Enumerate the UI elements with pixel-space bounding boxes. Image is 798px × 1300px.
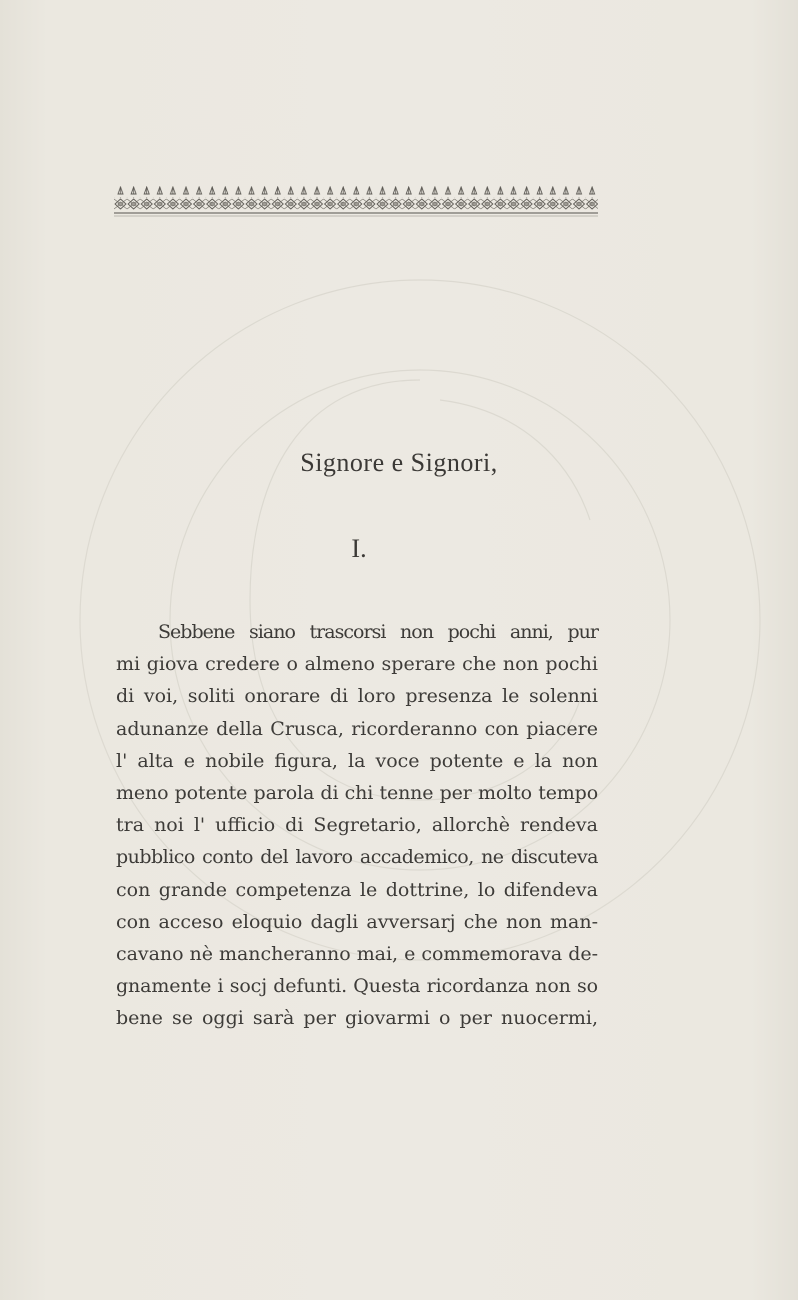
paragraph-line: di voi, soliti onorare di loro presenza le solenni [116, 685, 598, 708]
paragraph-line: cavano nè mancheranno mai, e commemorava de- [116, 943, 598, 966]
paragraph-line: pubblico conto del lavoro accademico, ne discuteva [116, 846, 598, 869]
section-number: I. [351, 534, 367, 563]
paragraph-line: con grande competenza le dottrine, lo difendeva [116, 878, 598, 901]
paragraph-line: l' alta e nobile figura, la voce potente e la non [116, 749, 598, 772]
paragraph-line: gnamente i socj defunti. Questa ricordanza non so [116, 975, 598, 998]
paragraph-line: bene se oggi sarà per giovarmi o per nuocermi, [116, 1007, 598, 1030]
paragraph-line: adunanze della Crusca, ricorderanno con piacere [116, 717, 598, 740]
paragraph-line: tra noi l' ufficio di Segretario, allorchè rendeva [116, 814, 598, 837]
salutation-heading: Signore e Signori, [300, 448, 498, 477]
header-ornament [114, 186, 598, 226]
body-paragraph [116, 616, 598, 1035]
paragraph-line: mi giova credere o almeno sperare che non pochi [116, 653, 598, 676]
paragraph-line: meno potente parola di chi tenne per molto tempo [116, 782, 598, 805]
paragraph-line: con acceso eloquio dagli avversarj che non man- [116, 910, 598, 933]
paragraph-line: Sebbene siano trascorsi non pochi anni, pur [158, 621, 598, 643]
